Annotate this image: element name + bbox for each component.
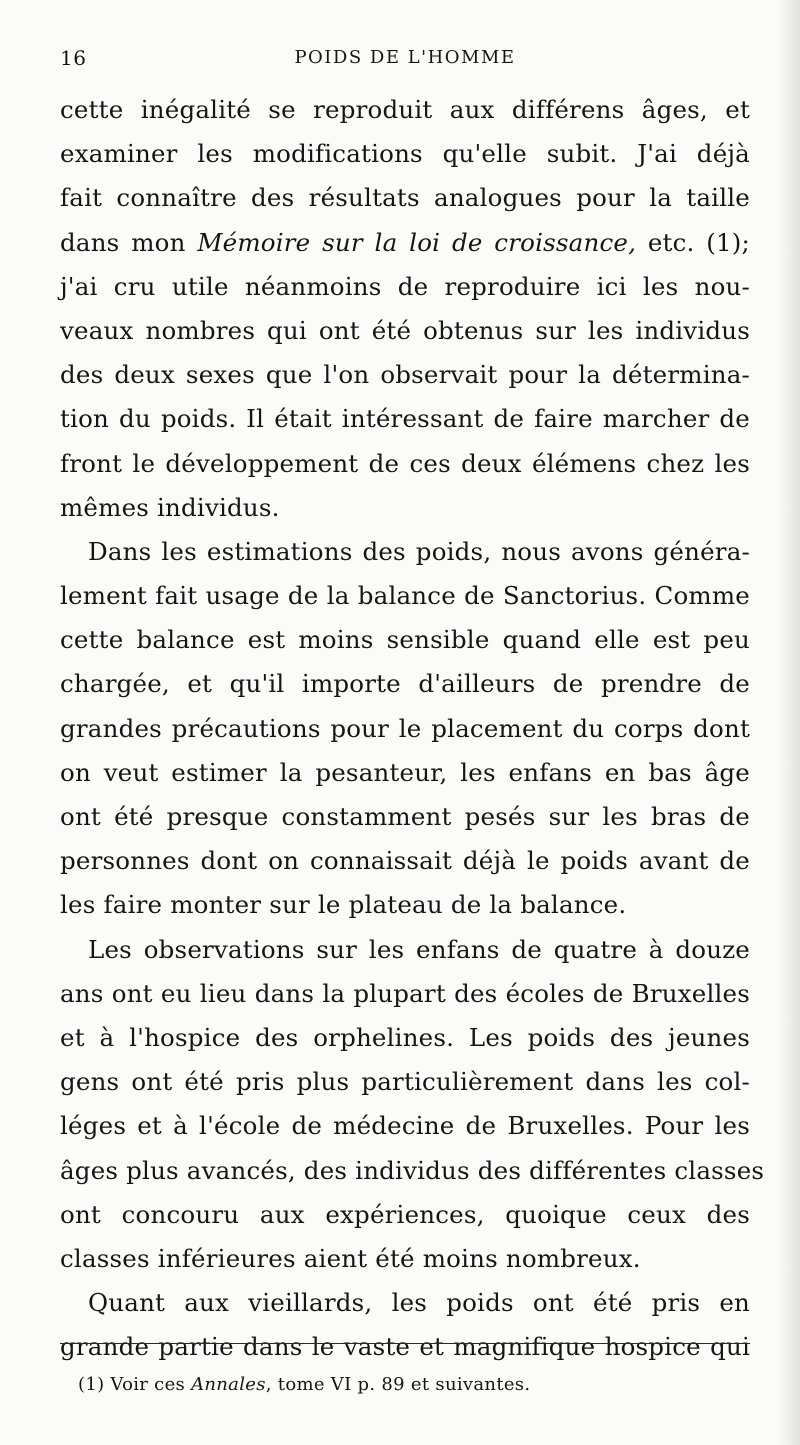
text-line: grandes précautions pour le placement du corps dont (60, 713, 750, 743)
text-line: cette inégalité se reproduit aux différens âges, et (60, 95, 750, 124)
text-line: veaux nombres qui ont été obtenus sur les individus (60, 315, 750, 345)
text-line: ont concouru aux expériences, quoique ceux des (60, 1199, 750, 1229)
text-line: cette balance est moins sensible quand elle est peu (60, 625, 750, 655)
footnote-journal: Annales (191, 1374, 266, 1395)
text-line: j'ai cru utile néanmoins de reproduire ici les nou- (60, 271, 750, 301)
running-head: POIDS DE L'HOMME (294, 47, 516, 68)
body-text (60, 88, 765, 1369)
page-number: 16 (60, 46, 87, 70)
text-line: les faire monter sur le plateau de la balance. (60, 890, 627, 920)
text-line: personnes dont on connaissait déjà le poids avant de (60, 846, 750, 876)
text-line: chargée, et qu'il importe d'ailleurs de prendre de (60, 669, 750, 699)
text-line: tion du poids. Il était intéressant de faire marcher de (60, 404, 750, 434)
text-line: on veut estimer la pesanteur, les enfans en bas âge (60, 757, 750, 787)
text-line: Les observations sur les enfans de quatre à douze (88, 934, 750, 964)
text-span: dans mon (60, 227, 198, 257)
page-header (60, 42, 750, 76)
text-line: léges et à l'école de médecine de Bruxelles. Pour les (60, 1111, 750, 1141)
text-line: fait connaître des résultats analogues pour la taille (60, 183, 750, 213)
text-line: ans ont eu lieu dans la plupart des écoles de Bruxelles (60, 978, 750, 1008)
text-line: grande partie dans le vaste et magnifique hospice qui (60, 1332, 750, 1362)
footnote-divider (60, 1343, 750, 1344)
text-line: classes inférieures aient été moins nombreux. (60, 1243, 641, 1273)
text-line (60, 221, 750, 265)
text-line: mêmes individus. (60, 492, 280, 522)
footnote-text: , tome VI p. 89 et suivantes. (265, 1374, 531, 1395)
text-line: et à l'hospice des orphelines. Les poids des jeunes (60, 1022, 750, 1052)
text-line: front le développement de ces deux élémens chez les (60, 448, 750, 478)
text-line: gens ont été pris plus particulièrement dans les col- (60, 1067, 750, 1097)
text-line: examiner les modifications qu'elle subit. J'ai déjà (60, 139, 750, 169)
text-line: des deux sexes que l'on observait pour la détermina- (60, 360, 750, 390)
footnote (78, 1374, 530, 1395)
text-line: lement fait usage de la balance de Sanctorius. Comme (60, 581, 750, 611)
footnote-text: (1) Voir ces (78, 1374, 192, 1395)
text-line: Quant aux vieillards, les poids ont été pris en (88, 1288, 750, 1318)
text-line: ont été presque constamment pesés sur les bras de (60, 802, 750, 831)
text-line: Dans les estimations des poids, nous avons généra- (88, 536, 750, 566)
text-line: âges plus avancés, des individus des différentes classes (60, 1155, 765, 1185)
text-span: etc. (1); (636, 227, 751, 257)
memoire-title: Mémoire sur la loi de croissance, (197, 227, 637, 257)
